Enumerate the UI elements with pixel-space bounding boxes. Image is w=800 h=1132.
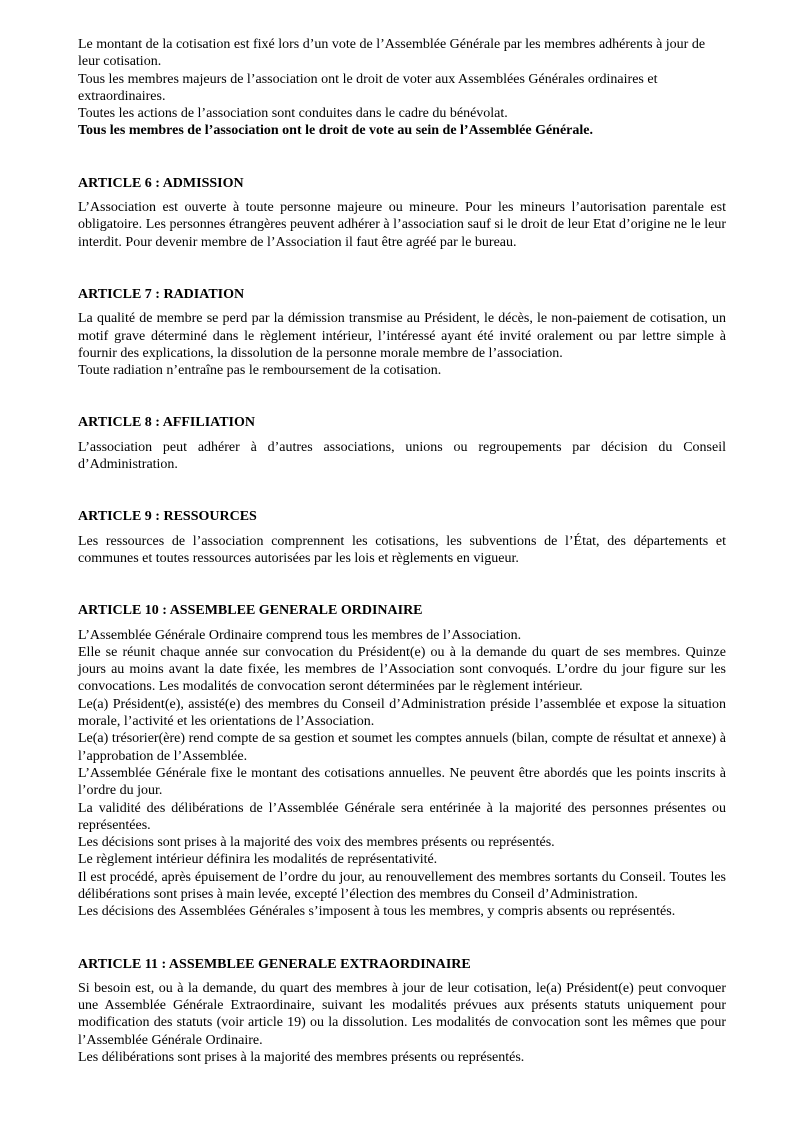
paragraph: Les décisions sont prises à la majorité des voix des membres présents ou représentés. — [78, 835, 555, 851]
paragraph: Toute radiation n’entraîne pas le remboursement de la cotisation. — [78, 363, 442, 379]
paragraph: Toutes les actions de l’association sont conduites dans le cadre du bénévolat. — [78, 106, 508, 122]
article-heading: ARTICLE 7 : RADIATION — [78, 286, 245, 302]
paragraph: L’Assemblée Générale fixe le montant des cotisations annuelles. Ne peuvent être abordés que les points inscrits à l’ordre du jour. — [78, 765, 726, 799]
paragraph: Tous les membres majeurs de l’association ont le droit de voter aux Assemblées Générales ordinaires et extraordinaires. — [78, 71, 658, 104]
article-heading: ARTICLE 8 : AFFILIATION — [78, 415, 255, 431]
article-8-section — [78, 414, 726, 473]
paragraph: Si besoin est, ou à la demande, du quart des membres à jour de leur cotisation, le(a) Président(e) peut convoquer une Assemblée Générale Extraordinaire, suivant les modalités prévues aux présents statuts uniquement pour modification des statuts (voir article 19) ou la dissolution. Les modalités de convocation sont les mêmes que pour l’Assemblée Générale Ordinaire. — [78, 980, 726, 1048]
article-heading: ARTICLE 6 : ADMISSION — [78, 175, 244, 191]
voting-rights-statement: Tous les membres de l’association ont le droit de vote au sein de l’Assemblée Générale. — [78, 123, 593, 139]
article-6-section — [78, 175, 726, 251]
article-heading: ARTICLE 11 : ASSEMBLEE GENERALE EXTRAORDINAIRE — [78, 956, 471, 972]
document-page — [78, 36, 726, 1066]
paragraph: L’association peut adhérer à d’autres associations, unions ou regroupements par décision du Conseil d’Administration. — [78, 439, 726, 473]
article-heading: ARTICLE 10 : ASSEMBLEE GENERALE ORDINAIRE — [78, 603, 423, 619]
paragraph: La qualité de membre se perd par la démission transmise au Président, le décès, le non-paiement de cotisation, un motif grave déterminé dans le règlement intérieur, l’intéressé ayant été invité oralement ou par lettre simple à fournir des explications, la dissolution de la personne morale membre de l’association. — [78, 311, 726, 361]
paragraph: La validité des délibérations de l’Assemblée Générale sera entérinée à la majorité des personnes présentes ou représentées. — [78, 800, 726, 833]
paragraph: Les délibérations sont prises à la majorité des membres présents ou représentés. — [78, 1050, 525, 1066]
paragraph: Les ressources de l’association comprennent les cotisations, les subventions de l’État, des départements et communes et toutes ressources autorisées par les lois et règlements en vigueur. — [78, 533, 726, 566]
paragraph: Le montant de la cotisation est fixé lors d’un vote de l’Assemblée Générale par les membres adhérents à jour de leur cotisation. — [78, 37, 706, 70]
article-heading: ARTICLE 9 : RESSOURCES — [78, 509, 257, 525]
article-10-section — [78, 602, 726, 920]
paragraph: Il est procédé, après épuisement de l’ordre du jour, au renouvellement des membres sortants du Conseil. Toutes les délibérations sont prises à main levée, excepté l’élection des membres du Conseil d’Administration. — [78, 869, 726, 902]
paragraph: Le(a) trésorier(ère) rend compte de sa gestion et soumet les comptes annuels (bilan, compte de résultat et annexe) à l’approbation de l’Assemblée. — [78, 731, 726, 764]
article-11-section — [78, 956, 726, 1067]
paragraph: Elle se réunit chaque année sur convocation du Président(e) ou à la demande du quart de ses membres. Quinze jours au moins avant la date fixée, les membres de l’Association sont convoqués. L’ordre du jour figure sur les convocations. Les modalités de convocation seront déterminées par le règlement intérieur. — [78, 644, 726, 695]
paragraph: L’Association est ouverte à toute personne majeure ou mineure. Pour les mineurs l’autorisation parentale est obligatoire. Les personnes étrangères peuvent adhérer à l’association sauf si le droit de leur Etat d’origine ne le leur interdit. Pour devenir membre de l’Association il faut être agréé par le bureau. — [78, 200, 726, 250]
paragraph: Le règlement intérieur définira les modalités de représentativité. — [78, 852, 438, 868]
article-7-section — [78, 286, 726, 379]
paragraph: Le(a) Président(e), assisté(e) des membres du Conseil d’Administration préside l’assemblée et expose la situation morale, l’activité et les orientations de l’Association. — [78, 696, 726, 730]
article-9-section — [78, 508, 726, 567]
paragraph: L’Assemblée Générale Ordinaire comprend tous les membres de l’Association. — [78, 627, 522, 643]
intro-section — [78, 36, 726, 122]
paragraph: Les décisions des Assemblées Générales s’imposent à tous les membres, y compris absents ou représentés. — [78, 904, 676, 920]
